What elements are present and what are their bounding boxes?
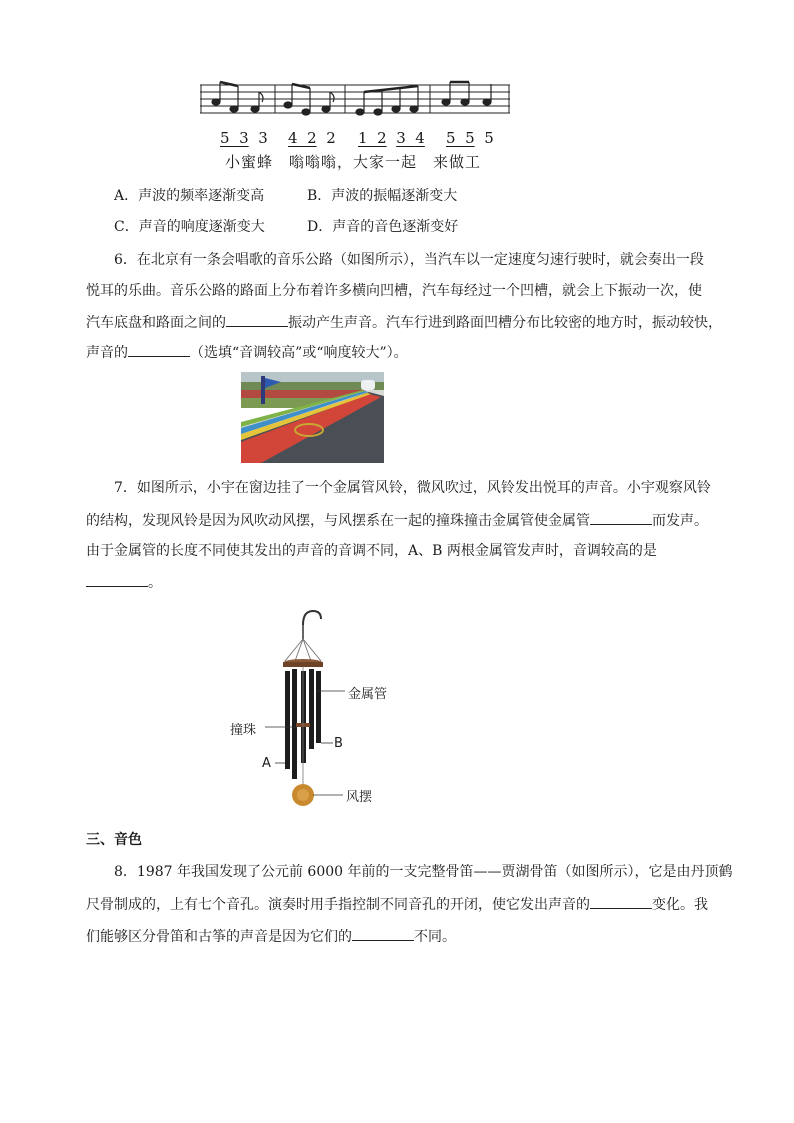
- option-b: B．声波的振幅逐渐变大: [307, 188, 458, 204]
- jianpu-note: 5: [220, 129, 230, 147]
- q7-line-2: [86, 510, 708, 531]
- q6-text: 振动产生声音。汽车行进到路面凹槽分布比较密的地方时，振动较快，: [288, 315, 722, 331]
- q8-line-3: [86, 926, 456, 947]
- jianpu-note: 3: [258, 129, 268, 147]
- q8-line-2: [86, 894, 708, 915]
- q6-text: （选填“音调较高”或“响度较大”）。: [190, 345, 408, 361]
- q6-line-1: 6．在北京有一条会唱歌的音乐公路（如图所示），当汽车以一定速度匀速行驶时，就会奏出一段: [114, 252, 704, 268]
- answer-blank[interactable]: [590, 510, 652, 525]
- q8-text: 变化。我: [652, 897, 708, 913]
- label-striker-ball: 撞珠: [230, 723, 257, 738]
- label-pendulum: 风摆: [346, 790, 373, 805]
- q7-text: 而发声。: [652, 513, 708, 529]
- jianpu-measure-3: [358, 128, 425, 148]
- label-tube-a: A: [262, 756, 271, 771]
- answer-blank[interactable]: [352, 926, 414, 941]
- option-c: C．声音的响度逐渐变大: [114, 219, 265, 235]
- answer-blank[interactable]: [226, 312, 288, 327]
- jianpu-note: 5: [484, 129, 494, 147]
- music-staff: [200, 80, 512, 122]
- q7-line-4: [86, 572, 162, 593]
- q6-line-2: 悦耳的乐曲。音乐公路的路面上分布着许多横向凹槽，汽车每经过一个凹槽，就会上下振动一次，使: [86, 283, 702, 299]
- q7-text: 。: [148, 575, 162, 591]
- answer-blank[interactable]: [86, 572, 148, 587]
- q6-text: 声音的: [86, 345, 128, 361]
- song-lyrics: 小蜜蜂 嗡嗡嗡，大家一起 来做工: [225, 153, 482, 171]
- jianpu-note: 1: [358, 129, 368, 147]
- option-d: D．声音的音色逐渐变好: [307, 219, 459, 235]
- jianpu-measure-4: [446, 128, 494, 148]
- wind-chime-figure: [225, 605, 405, 815]
- jianpu-measure-1: [220, 128, 268, 148]
- jianpu-note: 2: [326, 129, 336, 147]
- answer-blank[interactable]: [128, 342, 190, 357]
- jianpu-note: 5: [446, 129, 456, 147]
- jianpu-note: 4: [288, 129, 298, 147]
- q7-text: 的结构，发现风铃是因为风吹动风摆，与风摆系在一起的撞珠撞击金属管使金属管: [86, 513, 590, 529]
- answer-blank[interactable]: [590, 894, 652, 909]
- q8-text: 们能够区分骨笛和古筝的声音是因为它们的: [86, 929, 352, 945]
- section-title-timbre: 三、音色: [86, 832, 142, 848]
- q6-text: 汽车底盘和路面之间的: [86, 315, 226, 331]
- jianpu-note: 2: [307, 129, 317, 147]
- jianpu-measure-2: [288, 128, 336, 148]
- jianpu-note: 3: [239, 129, 249, 147]
- music-road-photo: [241, 372, 384, 463]
- q7-line-1: 7．如图所示，小宇在窗边挂了一个金属管风铃，微风吹过，风铃发出悦耳的声音。小宇观察风铃: [114, 480, 711, 496]
- q7-line-3: 由于金属管的长度不同使其发出的声音的音调不同，A、B 两根金属管发声时，音调较高的是: [86, 543, 657, 559]
- q8-text: 尺骨制成的，上有七个音孔。演奏时用手指控制不同音孔的开闭，使它发出声音的: [86, 897, 590, 913]
- jianpu-note: 4: [415, 129, 425, 147]
- jianpu-note: 5: [465, 129, 475, 147]
- label-metal-tube: 金属管: [348, 687, 388, 702]
- q8-line-1: 8．1987 年我国发现了公元前 6000 年前的一支完整骨笛——贾湖骨笛（如图所示），它是由丹顶鹤: [114, 864, 733, 880]
- q6-line-4: [86, 342, 408, 363]
- option-a: A．声波的频率逐渐变高: [114, 188, 265, 204]
- q8-text: 不同。: [414, 929, 456, 945]
- jianpu-notation: [220, 128, 510, 148]
- jianpu-note: 2: [377, 129, 387, 147]
- jianpu-note: 3: [396, 129, 406, 147]
- label-tube-b: B: [334, 736, 343, 751]
- q6-line-3: [86, 312, 722, 333]
